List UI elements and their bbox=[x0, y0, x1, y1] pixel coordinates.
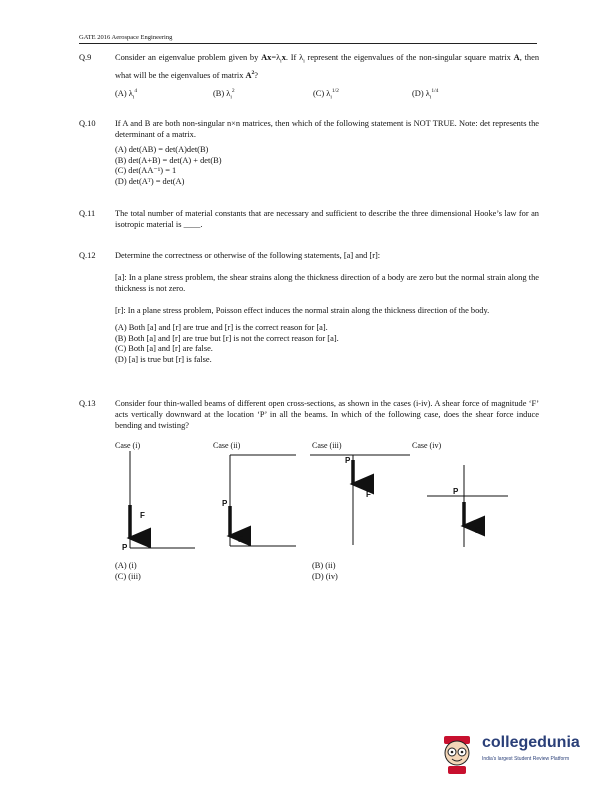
question-number: Q.10 bbox=[79, 119, 96, 128]
case-ii-beam bbox=[230, 455, 296, 546]
option-a[interactable]: (A) det(AB) = det(A)det(B) bbox=[115, 145, 209, 154]
option-b[interactable]: (B) $\lambda_i^2$ bbox=[213, 88, 235, 101]
question-number: Q.13 bbox=[79, 399, 96, 408]
statement-a: [a]: In a plane stress problem, the shear strains along the thickness direction of a body are zero but the normal strain along the thickness is not zero. bbox=[115, 273, 539, 293]
case-i-force-label: F bbox=[140, 511, 145, 520]
case-i-point-label: P bbox=[122, 543, 128, 552]
question-number: Q.12 bbox=[79, 251, 96, 260]
collegedunia-logo[interactable] bbox=[438, 728, 598, 778]
option-d[interactable]: (D) $\lambda_i^{1/4}$ bbox=[412, 88, 439, 101]
option-b[interactable]: (B) det(A+B) = det(A) + det(B) bbox=[115, 155, 222, 165]
question-text: The total number of material constants that are necessary and sufficient to describe the three dimensional Hooke’s law for an isotropic material is ____. bbox=[115, 209, 539, 229]
question-number: Q.11 bbox=[79, 209, 96, 218]
case-iii-label: Case (iii) bbox=[312, 441, 342, 450]
case-iv-point-label: P bbox=[453, 487, 459, 496]
option-b[interactable]: (B) Both [a] and [r] are true but [r] is not the correct reason for [a]. bbox=[115, 333, 339, 343]
page-header: GATE 2016 Aerospace Engineering bbox=[79, 34, 173, 41]
option-a[interactable]: (A) (i) bbox=[115, 561, 137, 570]
option-d[interactable]: (D) [a] is true but [r] is false. bbox=[115, 354, 212, 364]
case-i-beam bbox=[130, 451, 195, 548]
option-b[interactable]: (B) (ii) bbox=[312, 561, 336, 570]
option-c[interactable]: (C) Both [a] and [r] are false. bbox=[115, 344, 213, 353]
case-iii-force-label: F bbox=[366, 490, 371, 499]
logo-tagline: India's largest Student Review Platform bbox=[482, 756, 570, 762]
option-d[interactable]: (D) (iv) bbox=[312, 572, 338, 581]
logo-name: collegedunia bbox=[482, 734, 580, 751]
case-iii-beam bbox=[310, 455, 410, 545]
option-a[interactable]: (A) $\lambda_i^4$ bbox=[115, 88, 138, 101]
case-iv-label: Case (iv) bbox=[412, 441, 442, 450]
case-ii-force-label: F bbox=[238, 535, 243, 544]
question-text: Determine the correctness or otherwise of the following statements, [a] and [r]: bbox=[115, 251, 381, 260]
question-text: Consider four thin-walled beams of different open cross-sections, as shown in the cases (i-iv). A shear force of magnitude ‘F’ acts vertically downward at the location ‘P’ in all the beams. In which of the following case, does the shear force induce bending and twisting? bbox=[115, 399, 539, 430]
question-text: If A and B are both non-singular n×n matrices, then which of the following statement is NOT TRUE. Note: det represents the determinant of a matrix. bbox=[115, 119, 539, 139]
question-number: Q.9 bbox=[79, 53, 92, 62]
mascot-icon bbox=[438, 728, 480, 776]
statement-r: [r]: In a plane stress problem, Poisson effect induces the normal strain along the thickness direction of the body. bbox=[115, 306, 490, 315]
case-iii-point-label: P bbox=[345, 456, 351, 465]
question-text: Consider an eigenvalue problem given by $Ax=\lambda_ix$. If $\lambda_i$ represent the eigenvalues of the non-singular square matrix A, then what will be the eigenvalues of matrix $A^2$? bbox=[115, 53, 540, 80]
option-c[interactable]: (C) $\lambda_i^{1/2}$ bbox=[313, 88, 339, 101]
option-c[interactable]: (C) det(AA⁻¹) = 1 bbox=[115, 166, 177, 175]
case-ii-label: Case (ii) bbox=[213, 441, 241, 450]
case-iv-force-label: F bbox=[475, 526, 480, 535]
case-ii-point-label: P bbox=[222, 499, 228, 508]
case-iv-beam bbox=[427, 465, 508, 547]
option-d[interactable]: (D) det(Aᵀ) = det(A) bbox=[115, 176, 185, 186]
case-i-label: Case (i) bbox=[115, 441, 141, 450]
option-a[interactable]: (A) Both [a] and [r] are true and [r] is the correct reason for [a]. bbox=[115, 323, 328, 332]
option-c[interactable]: (C) (iii) bbox=[115, 572, 141, 581]
